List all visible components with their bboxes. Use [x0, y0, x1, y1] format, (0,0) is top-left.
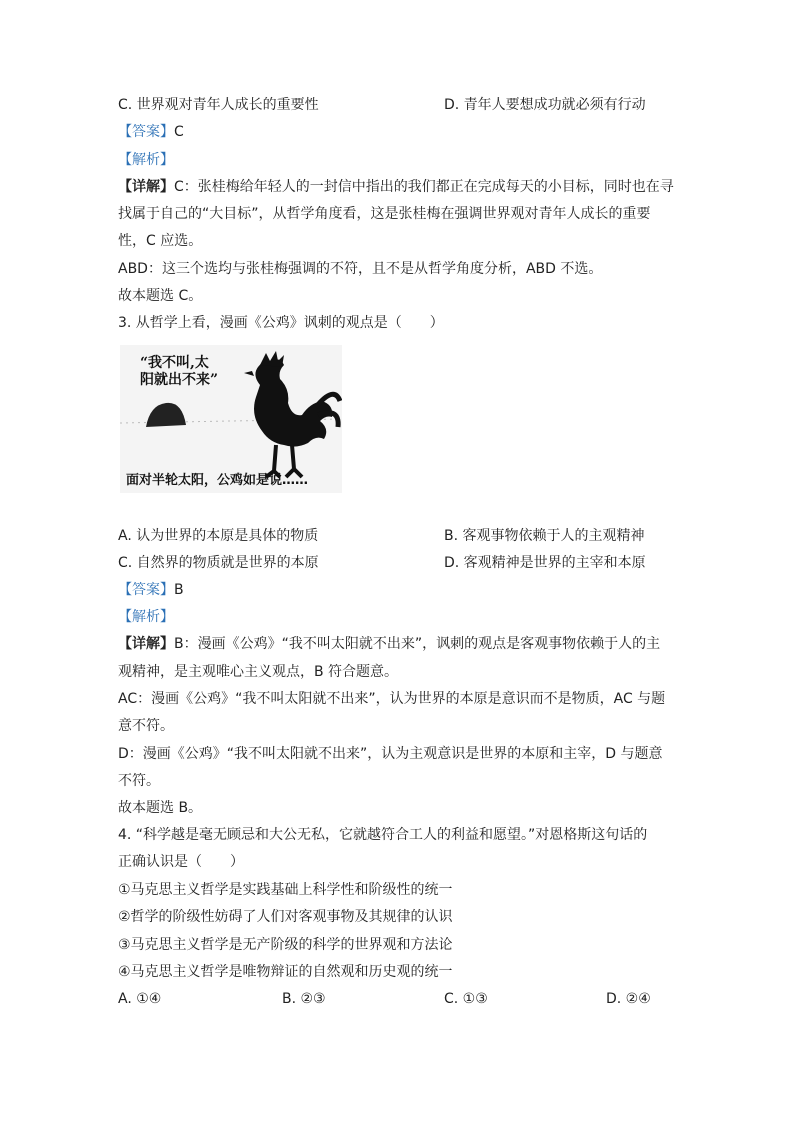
q2-detail-line-2: 找属于自己的“大目标”，从哲学角度看，这是张桂梅在强调世界观对青年人成长的重要	[118, 206, 651, 222]
q2-detail-line-4: ABD：这三个选均与张桂梅强调的不符，且不是从哲学角度分析，ABD 不选。	[118, 261, 603, 277]
analysis-tag: 【解析】	[118, 152, 174, 168]
detail-tag: 【详解】	[118, 179, 174, 195]
answer-value: C	[174, 124, 184, 140]
q4-option-d: D. ②④	[606, 991, 651, 1007]
q2-detail-line-3: 性，C 应选。	[118, 233, 203, 249]
q4-stem-line-2: 正确认识是（ ）	[118, 854, 244, 870]
q4-option-b: B. ②③	[282, 991, 326, 1007]
answer-tag: 【答案】	[118, 124, 174, 140]
q3-conclusion: 故本题选 B。	[118, 800, 203, 816]
detail-text: B：漫画《公鸡》“我不叫太阳就不出来”，讽刺的观点是客观事物依赖于人的主	[174, 636, 661, 652]
q4-item-4: ④马克思主义哲学是唯物辩证的自然观和历史观的统一	[118, 964, 453, 980]
answer-value: B	[174, 582, 184, 598]
analysis-tag: 【解析】	[118, 609, 174, 625]
q2-answer-line	[118, 122, 184, 142]
q3-stem: 3. 从哲学上看，漫画《公鸡》讽刺的观点是（ ）	[118, 315, 444, 331]
q4-stem-line-1: 4. “科学越是毫无顾忌和大公无私，它就越符合工人的利益和愿望。”对恩格斯这句话的	[118, 827, 648, 843]
q3-detail-line-6: 不符。	[118, 773, 160, 789]
q3-option-d: D. 客观精神是世界的主宰和本原	[444, 555, 646, 571]
q3-detail-line-3: AC：漫画《公鸡》“我不叫太阳就不出来”，认为世界的本原是意识而不是物质，AC 与题	[118, 691, 666, 707]
q2-option-d: D. 青年人要想成功就必须有行动	[444, 97, 646, 113]
q2-detail-line-1	[118, 177, 674, 197]
q3-option-c: C. 自然界的物质就是世界的本原	[118, 555, 319, 571]
q4-item-3: ③马克思主义哲学是无产阶级的科学的世界观和方法论	[118, 937, 453, 953]
q3-answer-line	[118, 580, 184, 600]
q3-option-a: A. 认为世界的本原是具体的物质	[118, 528, 319, 544]
q4-option-a: A. ①④	[118, 991, 162, 1007]
q3-detail-line-5: D：漫画《公鸡》“我不叫太阳就不出来”，认为主观意识是世界的本原和主宰，D 与题意	[118, 746, 663, 762]
speech-line-2: 阳就出不来”	[140, 372, 219, 388]
q3-detail-line-4: 意不符。	[118, 718, 174, 734]
q4-item-1: ①马克思主义哲学是实践基础上科学性和阶级性的统一	[118, 882, 453, 898]
q4-item-2: ②哲学的阶级性妨碍了人们对客观事物及其规律的认识	[118, 909, 453, 925]
q3-detail-line-2: 观精神，是主观唯心主义观点，B 符合题意。	[118, 664, 399, 680]
detail-text: C：张桂梅给年轻人的一封信中指出的我们都正在完成每天的小目标，同时也在寻	[174, 179, 674, 195]
answer-tag: 【答案】	[118, 582, 174, 598]
q2-option-c: C. 世界观对青年人成长的重要性	[118, 97, 319, 113]
cartoon-caption: 面对半轮太阳，公鸡如是说……	[126, 473, 309, 488]
rooster-cartoon	[120, 345, 342, 493]
q2-conclusion: 故本题选 C。	[118, 288, 203, 304]
q4-option-c: C. ①③	[444, 991, 488, 1007]
q3-detail-line-1	[118, 634, 660, 654]
speech-bubble-text	[140, 355, 218, 389]
q3-option-b: B. 客观事物依赖于人的主观精神	[444, 528, 645, 544]
speech-line-1: “我不叫,太	[140, 355, 209, 371]
detail-tag: 【详解】	[118, 636, 174, 652]
half-sun-shape	[146, 403, 186, 427]
